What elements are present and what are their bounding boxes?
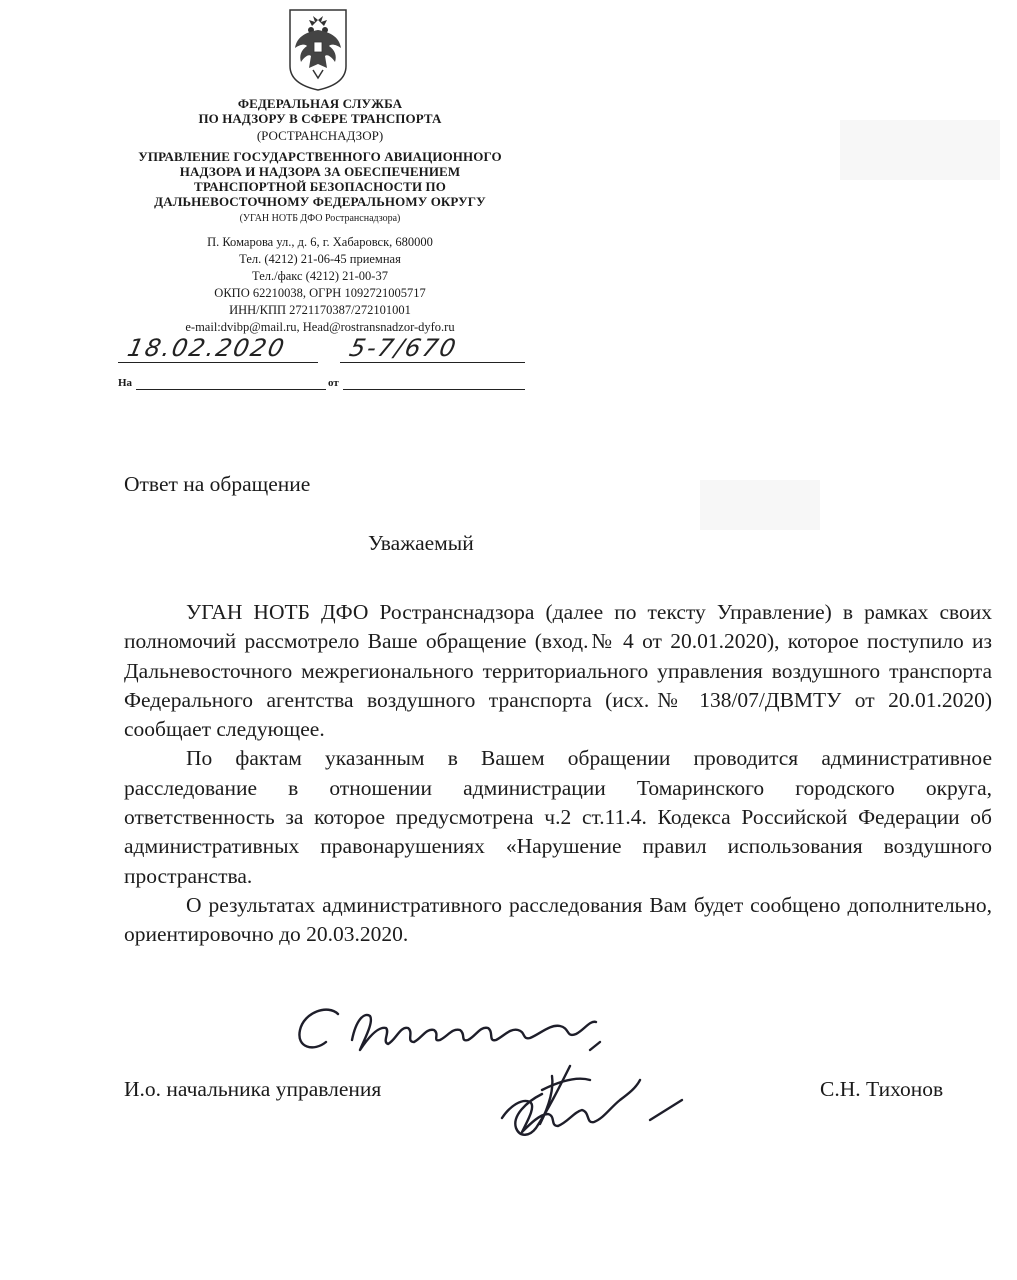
agency-short-name: (РОСТРАНСНАДЗОР) xyxy=(256,128,384,143)
signer-name: С.Н. Тихонов xyxy=(820,1077,944,1101)
address: П. Комарова ул., д. 6, г. Хабаровск, 680000 xyxy=(207,235,433,249)
phone: Тел. (4212) 21-06-45 приемная xyxy=(239,252,401,266)
date-underline xyxy=(118,362,318,363)
dept-name-line4: ДАЛЬНЕВОСТОЧНОМУ ФЕДЕРАЛЬНОМУ ОКРУГУ xyxy=(154,194,486,209)
dept-short-name: (УГАН НОТБ ДФО Ространснадзора) xyxy=(239,213,401,224)
na-label: На xyxy=(118,377,133,389)
agency-name-line1: ФЕДЕРАЛЬНАЯ СЛУЖБА xyxy=(237,96,403,111)
dept-name-line3: ТРАНСПОРТНОЙ БЕЗОПАСНОСТИ ПО xyxy=(194,179,446,194)
ot-underline xyxy=(343,389,525,390)
scan-artifact xyxy=(840,120,1000,180)
signer-position: И.о. начальника управления xyxy=(124,1077,382,1101)
letter-subject: Ответ на обращение xyxy=(124,472,311,496)
na-underline xyxy=(136,389,326,390)
ot-label: от xyxy=(328,377,339,389)
email: e-mail:dvibp@mail.ru, Head@rostransnadzor-dyfo.ru xyxy=(185,320,455,334)
dept-name-line1: УПРАВЛЕНИЕ ГОСУДАРСТВЕННОГО АВИАЦИОННОГО xyxy=(138,149,502,164)
scan-artifact xyxy=(700,480,820,530)
body-paragraph-2: По фактам указанным в Вашем обращении проводится административное расследование в отношении администрации Томаринского городского округа, ответственность за которое предусмотрена ч.2 ст.11.4. Кодекса Российской Федерации об административных правонарушениях «Нарушение правил использования воздушного пространства. xyxy=(124,746,992,888)
inn-kpp: ИНН/КПП 2721170387/272101001 xyxy=(229,303,411,317)
agency-name-line2: ПО НАДЗОРУ В СФЕРЕ ТРАНСПОРТА xyxy=(198,111,442,126)
coat-of-arms-emblem xyxy=(287,8,349,92)
handwritten-signature xyxy=(290,990,710,1160)
body-paragraph-3: О результатах административного расследования Вам будет сообщено дополнительно, ориентировочно до 20.03.2020. xyxy=(124,892,992,947)
body-paragraph-1: УГАН НОТБ ДФО Ространснадзора (далее по тексту Управление) в рамках своих полномочий рассмотрело Ваше обращение (вход.№ 4 от 20.01.2020), которое поступило из Дальневосточного межрегионального территориального управления воздушного транспорта Федерального агентства воздушного транспорта (исх.№ 138/07/ДВМТУ от 20.01.2020) сообщает следующее. xyxy=(124,600,992,742)
handwritten-number: 5-7/670 xyxy=(347,334,461,362)
letter-body xyxy=(124,598,992,950)
dept-name-line2: НАДЗОРА И НАДЗОРА ЗА ОБЕСПЕЧЕНИЕМ xyxy=(179,164,461,179)
okpo-ogrn: ОКПО 62210038, ОГРН 1092721005717 xyxy=(214,286,426,300)
handwritten-date: 18.02.2020 xyxy=(125,334,289,362)
greeting: Уважаемый xyxy=(368,531,474,555)
number-underline xyxy=(340,362,525,363)
fax: Тел./факс (4212) 21-00-37 xyxy=(252,269,388,283)
